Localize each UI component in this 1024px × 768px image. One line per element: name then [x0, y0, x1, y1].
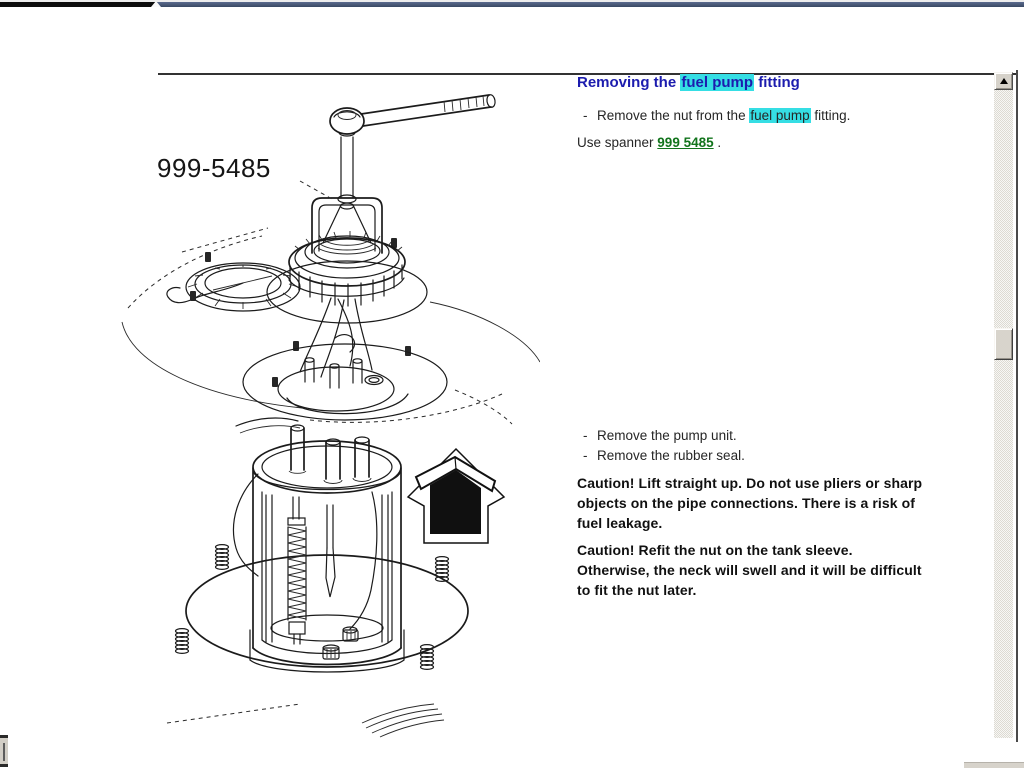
pump-wires [300, 298, 372, 377]
scroll-up-button[interactable] [994, 72, 1013, 90]
spanner-note-suffix: . [713, 135, 722, 150]
spanner-note-prefix: Use spanner [577, 135, 658, 150]
window-right-edge [1016, 70, 1018, 742]
left-edge-widget-fragment [0, 735, 8, 767]
tank-studs [190, 238, 411, 387]
bullet-dash: - [583, 448, 588, 463]
caution-refit-nut [577, 540, 997, 600]
scrollbar-thumb[interactable] [994, 328, 1013, 360]
caution-line: Caution! Lift straight up. Do not use pliers or sharp [577, 475, 923, 491]
spring-studs [176, 545, 449, 670]
pump-unit-drawing [95, 415, 540, 750]
bottom-right-strip [964, 762, 1024, 768]
vertical-scrollbar[interactable] [994, 72, 1013, 738]
pump-internals [288, 492, 377, 659]
step-text: Remove the pump unit. [597, 428, 737, 443]
titlebar-black-segment [0, 2, 157, 7]
page-title [577, 74, 800, 92]
heading-suffix: fitting [754, 74, 800, 91]
left-fragment-top-mark [0, 735, 8, 738]
scrollbar-track[interactable] [994, 90, 1013, 738]
fuel-pipes [289, 425, 371, 484]
lift-up-arrow-icon [408, 449, 504, 543]
step-text: Remove the rubber seal. [597, 448, 745, 463]
step1-suffix: fitting. [810, 108, 851, 123]
heading-highlight: fuel pump [681, 74, 754, 91]
titlebar-notch [151, 1, 161, 7]
fuel-pump-ring-nut [289, 231, 405, 306]
caution-line: Otherwise, the neck will swell and it will be difficult [577, 562, 922, 578]
pump-unit-figure [95, 415, 540, 750]
step-remove-rubber-seal [577, 446, 1013, 466]
step1-highlight: fuel pump [750, 108, 810, 123]
heading-prefix: Removing the [577, 74, 681, 91]
bullet-dash: - [583, 428, 588, 443]
fuel-pump-tool-figure [100, 85, 540, 430]
left-fragment-line [3, 743, 5, 761]
fitting-base-ellipse [267, 261, 427, 323]
flange-plate [186, 474, 468, 667]
left-fragment-bottom-mark [0, 764, 8, 767]
bullet-dash: - [583, 108, 588, 123]
scroll-up-icon [1000, 78, 1008, 84]
tool-number-label: 999-5485 [157, 153, 271, 183]
bottom-hatch-lines [167, 704, 444, 737]
caution-line: fuel leakage. [577, 515, 663, 531]
step-remove-nut [577, 106, 1013, 126]
spanner-part-link[interactable]: 999 5485 [657, 135, 714, 150]
spanner-999-5485 [312, 94, 496, 253]
step-text [597, 106, 850, 126]
sender-unit-ring [167, 263, 300, 311]
caution-line: objects on the pipe connections. There is a risk of [577, 495, 916, 511]
titlebar-blue-segment [157, 2, 1024, 7]
caution-line: to fit the nut later. [577, 582, 697, 598]
caution-lift-straight-up [577, 473, 997, 533]
caution-line: Caution! Refit the nut on the tank sleeve. [577, 542, 853, 558]
spanner-note [577, 133, 721, 153]
window-titlebar-fragment [0, 0, 1024, 8]
tank-outline-lines [122, 228, 540, 424]
step-remove-pump-unit [577, 426, 1013, 446]
step1-prefix: Remove the nut from the [597, 108, 750, 123]
spanner-drawing [100, 85, 540, 430]
label-leader-line [300, 181, 332, 199]
